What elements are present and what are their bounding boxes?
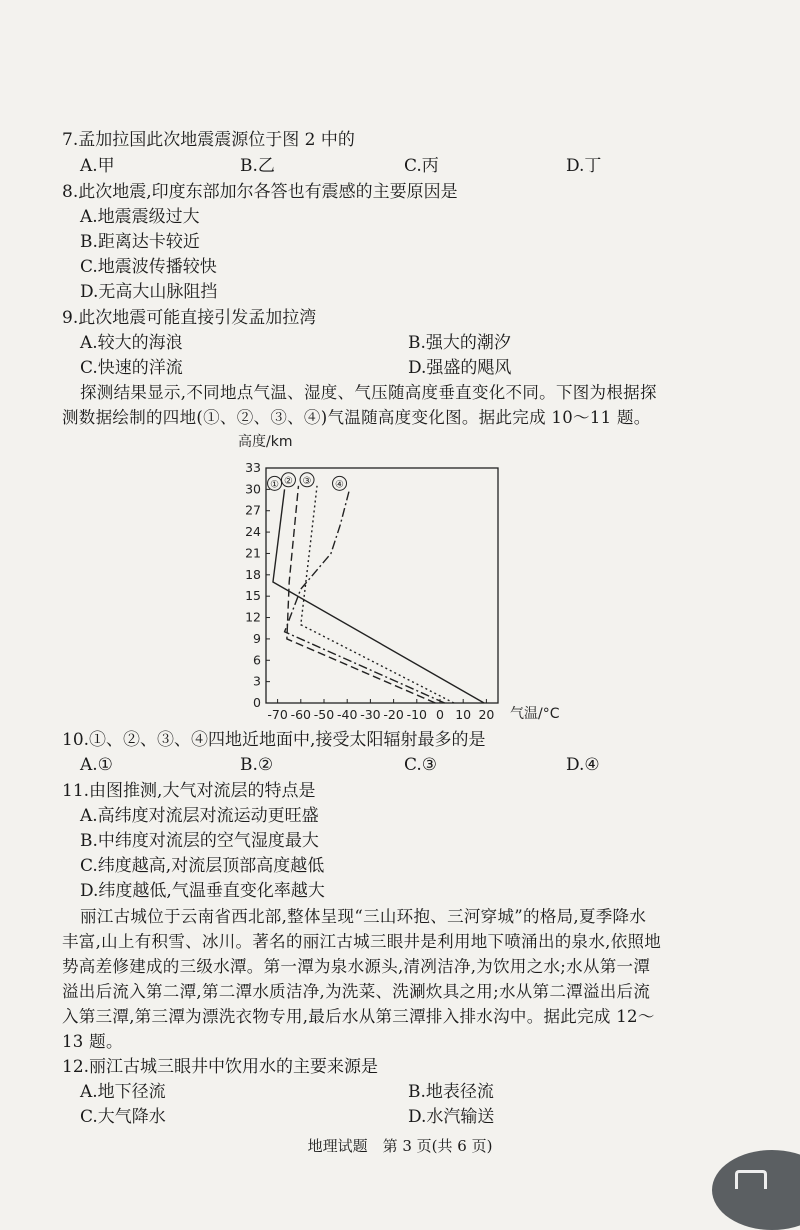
y-tick-label: 33 (245, 460, 261, 475)
q11-option-d: D.纬度越低,气温垂直变化率越大 (80, 881, 325, 901)
series-line-3 (301, 486, 454, 703)
q12-option-b: B.地表径流 (408, 1082, 494, 1102)
q11-option-a: A.高纬度对流层对流运动更旺盛 (80, 806, 319, 826)
y-tick-label: 3 (253, 673, 261, 689)
y-tick-label: 12 (245, 609, 261, 625)
intro2-line-5: 入第三潭,第三潭为漂洗衣物专用,最后水从第三潭排入排水沟中。据此完成 12～ (62, 1007, 655, 1026)
x-tick-label: -40 (336, 707, 358, 722)
q12-option-d: D.水汽输送 (408, 1107, 495, 1127)
y-tick-label: 9 (253, 630, 261, 646)
q11-stem: 11.由图推测,大气对流层的特点是 (62, 781, 316, 801)
x-tick-label: -50 (313, 707, 335, 722)
series-label-2: ② (283, 475, 293, 487)
series-label-3: ③ (302, 475, 312, 487)
intro2-line-3: 势高差修建成的三级水潭。第一潭为泉水源头,清冽洁净,为饮用之水;水从第一潭 (62, 957, 651, 976)
y-tick-label: 15 (245, 588, 261, 604)
q12-option-c: C.大气降水 (80, 1107, 166, 1127)
y-tick-label: 30 (245, 481, 261, 497)
q9-stem: 9.此次地震可能直接引发孟加拉湾 (62, 308, 317, 328)
q11-option-b: B.中纬度对流层的空气湿度最大 (80, 831, 319, 851)
x-tick-label: -60 (290, 707, 312, 722)
q10-option-b: B.② (240, 755, 274, 775)
y-tick-label: 18 (245, 566, 261, 582)
y-axis-label: 高度/km (238, 434, 293, 450)
q7-option-a: A.甲 (80, 156, 115, 176)
q7-option-b: B.乙 (240, 156, 275, 176)
q8-option-c: C.地震波传播较快 (80, 257, 217, 277)
q9-option-a: A.较大的海浪 (80, 333, 183, 353)
x-tick-label: -10 (406, 707, 428, 722)
q11-option-c: C.纬度越高,对流层顶部高度越低 (80, 856, 325, 876)
q7-option-d: D.丁 (566, 156, 602, 176)
series-line-2 (287, 486, 435, 703)
series-line-4 (285, 489, 445, 703)
q10-option-c: C.③ (404, 755, 438, 775)
q10-option-a: A.① (80, 755, 113, 775)
x-tick-label: 20 (478, 707, 495, 722)
y-tick-label: 0 (253, 695, 261, 710)
q9-option-d: D.强盛的飓风 (408, 358, 512, 378)
q8-option-a: A.地震震级过大 (80, 207, 200, 227)
temperature-height-chart (230, 428, 590, 728)
x-tick-label: 10 (455, 707, 472, 722)
y-tick-label: 27 (245, 502, 261, 518)
y-tick-label: 6 (253, 652, 261, 668)
x-axis-label: 气温/°C (510, 706, 560, 722)
q12-option-a: A.地下径流 (80, 1082, 166, 1102)
y-tick-label: 24 (245, 524, 261, 540)
q9-option-b: B.强大的潮汐 (408, 333, 511, 353)
q8-option-d: D.无高大山脉阻挡 (80, 282, 218, 302)
expand-icon[interactable] (735, 1170, 767, 1189)
q7-option-c: C.丙 (404, 156, 439, 176)
y-tick-label: 21 (245, 545, 261, 561)
page-footer: 地理试题 第 3 页(共 6 页) (307, 1137, 493, 1155)
x-tick-label: -20 (383, 707, 404, 722)
x-tick-label: 0 (436, 707, 444, 722)
intro2-line-1: 丽江古城位于云南省西北部,整体呈现“三山环抱、三河穿城”的格局,夏季降水 (80, 907, 647, 926)
intro2-line-6: 13 题。 (62, 1032, 123, 1051)
series-label-1: ① (270, 479, 280, 491)
plot-area (245, 460, 498, 722)
q10-option-d: D.④ (566, 755, 600, 775)
q9-option-c: C.快速的洋流 (80, 358, 183, 378)
q12-stem: 12.丽江古城三眼井中饮用水的主要来源是 (62, 1057, 379, 1077)
q7-stem: 7.孟加拉国此次地震震源位于图 2 中的 (62, 130, 355, 150)
x-tick-label: -30 (360, 707, 381, 722)
x-tick-label: -70 (267, 707, 288, 722)
corner-overlay-button[interactable] (712, 1150, 800, 1230)
q8-stem: 8.此次地震,印度东部加尔各答也有震感的主要原因是 (62, 182, 458, 202)
intro1-line-2: 测数据绘制的四地(①、②、③、④)气温随高度变化图。据此完成 10～11 题。 (62, 408, 651, 427)
series-label-4: ④ (335, 479, 345, 491)
intro2-line-2: 丰富,山上有积雪、冰川。著名的丽江古城三眼井是利用地下喷涌出的泉水,依照地 (62, 932, 662, 951)
q8-option-b: B.距离达卡较近 (80, 232, 200, 252)
plot-frame (266, 468, 498, 703)
q10-stem: 10.①、②、③、④四地近地面中,接受太阳辐射最多的是 (62, 730, 486, 750)
intro1-line-1: 探测结果显示,不同地点气温、湿度、气压随高度垂直变化不同。下图为根据探 (80, 383, 657, 402)
intro2-line-4: 溢出后流入第二潭,第二潭水质洁净,为洗菜、洗涮炊具之用;水从第二潭溢出后流 (62, 982, 651, 1001)
